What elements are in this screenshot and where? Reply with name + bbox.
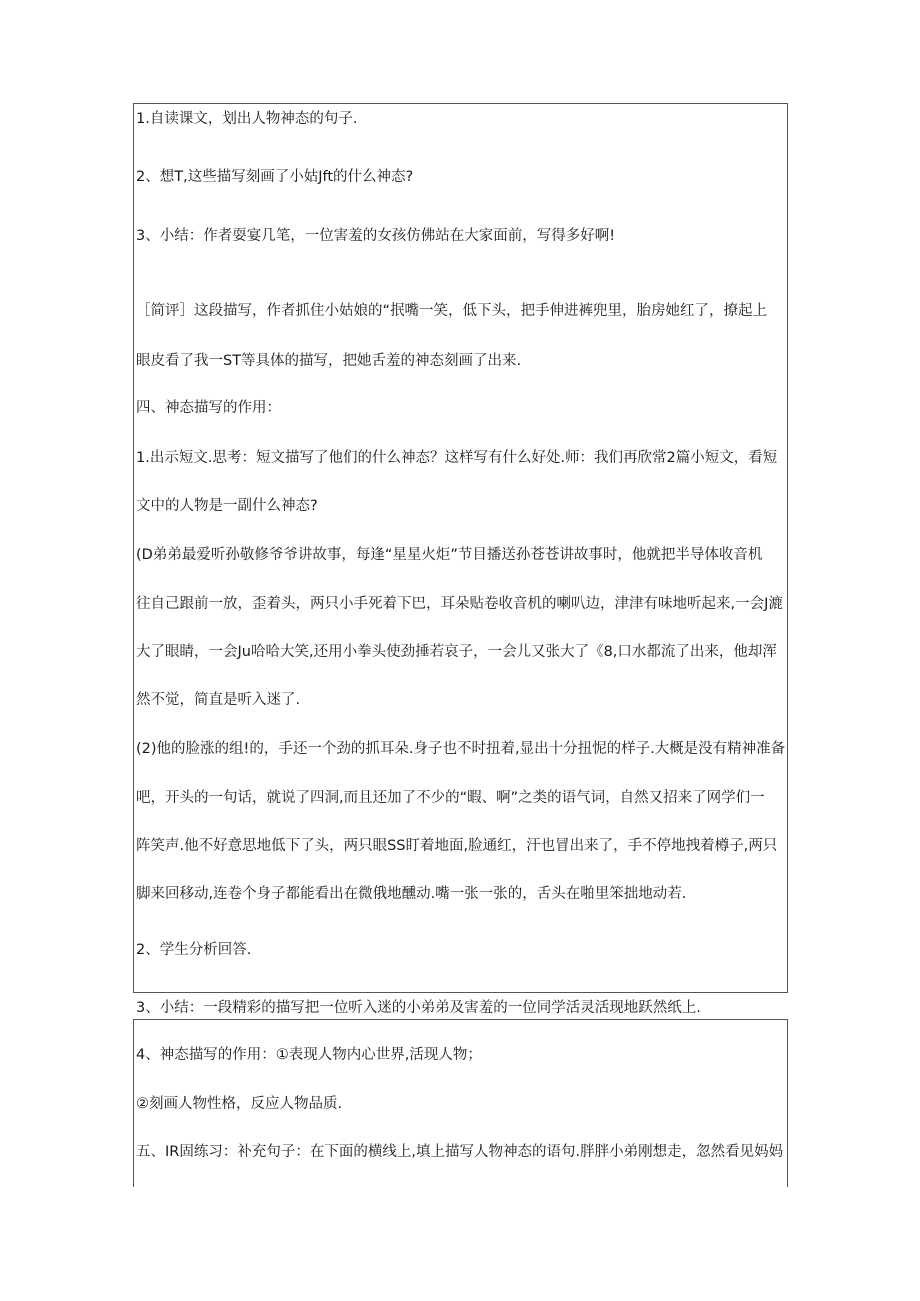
text-line: 五、IR固练习：补充句子：在下面的横线上,填上描写人物神态的语句.胖胖小弟刚想走，忽然看见妈妈 bbox=[136, 1144, 784, 1160]
text-line: 3、小结：作者耍宴几笔，一位害羞的女孩仿佛站在大家面前，写得多好啊! bbox=[136, 228, 616, 244]
text-line: 1.出示短文.思考：短文描写了他们的什么神态？这样写有什么好处.师：我们再欣常2篇小短文，看短 bbox=[136, 450, 778, 466]
text-line: 然不觉，简直是听入迷了. bbox=[136, 692, 301, 708]
text-line: 2、想T,这些描写刻画了小姑Jft的什么神态? bbox=[136, 169, 414, 185]
text-line: 脚来回移动,连卷个身子都能看出在微俄地醺动.嘴一张一张的，舌头在啪里笨拙地动若. bbox=[136, 886, 687, 902]
text-line: 往自己跟前一放，歪着头，两只小手死着下巴，耳朵贴卷收音机的喇叭边，津津有味地听起来,一会J漉 bbox=[136, 596, 783, 612]
text-line: 四、神态描写的作用： bbox=[136, 400, 281, 416]
text-line: 眼皮看了我一ST等具体的描写，把她舌羞的神态刻画了出来. bbox=[136, 353, 522, 369]
text-line: 阵笑声.他不好意思地低下了头，两只眼SS盯着地面,脸通红，汗也冒出来了，手不停地拽着樽子,两只 bbox=[136, 838, 778, 854]
text-line: (2)他的脸涨的组!的，手还一个劲的抓耳朵.身子也不时扭着,显出十分扭怩的样子.大概是没有精神准备 bbox=[136, 741, 786, 757]
text-line: 吧，开头的一句话，就说了四洞,而且还加了不少的“暇、啊”之类的语气词，自然又招来了网学们一 bbox=[136, 790, 765, 806]
text-line: (D弟弟最爱听孙敬修爷爷讲故事，每逢“星星火炬”节目播送孙苍苍讲故事时，他就把半导体收音机 bbox=[136, 547, 763, 563]
text-line: 文中的人物是一副什么神态? bbox=[136, 498, 318, 514]
text-line: ［简评］这段描写，作者抓住小姑娘的“抿嘴一笑，低下头，把手伸进裤兜里，胎房她红了，撩起上 bbox=[136, 303, 768, 319]
text-line: ②刻画人物性格，反应人物品质. bbox=[136, 1096, 343, 1112]
text-line: 大了眼睛，一会Ju哈哈大笑,还用小拳头使劲捶若哀子，一会儿又张大了《8,口水都流了出来，他却浑 bbox=[136, 644, 777, 660]
text-line: 4、神态描写的作用：①表现人物内心世界,活现人物； bbox=[136, 1047, 482, 1063]
text-line-between: 3、小结：一段精彩的描写把一位听入迷的小弟弟及害羞的一位同学活灵活现地跃然纸上. bbox=[136, 1000, 701, 1016]
text-line: 1.自读课文，划出人物神态的句子. bbox=[136, 111, 358, 127]
text-line: 2、学生分析回答. bbox=[136, 942, 252, 958]
